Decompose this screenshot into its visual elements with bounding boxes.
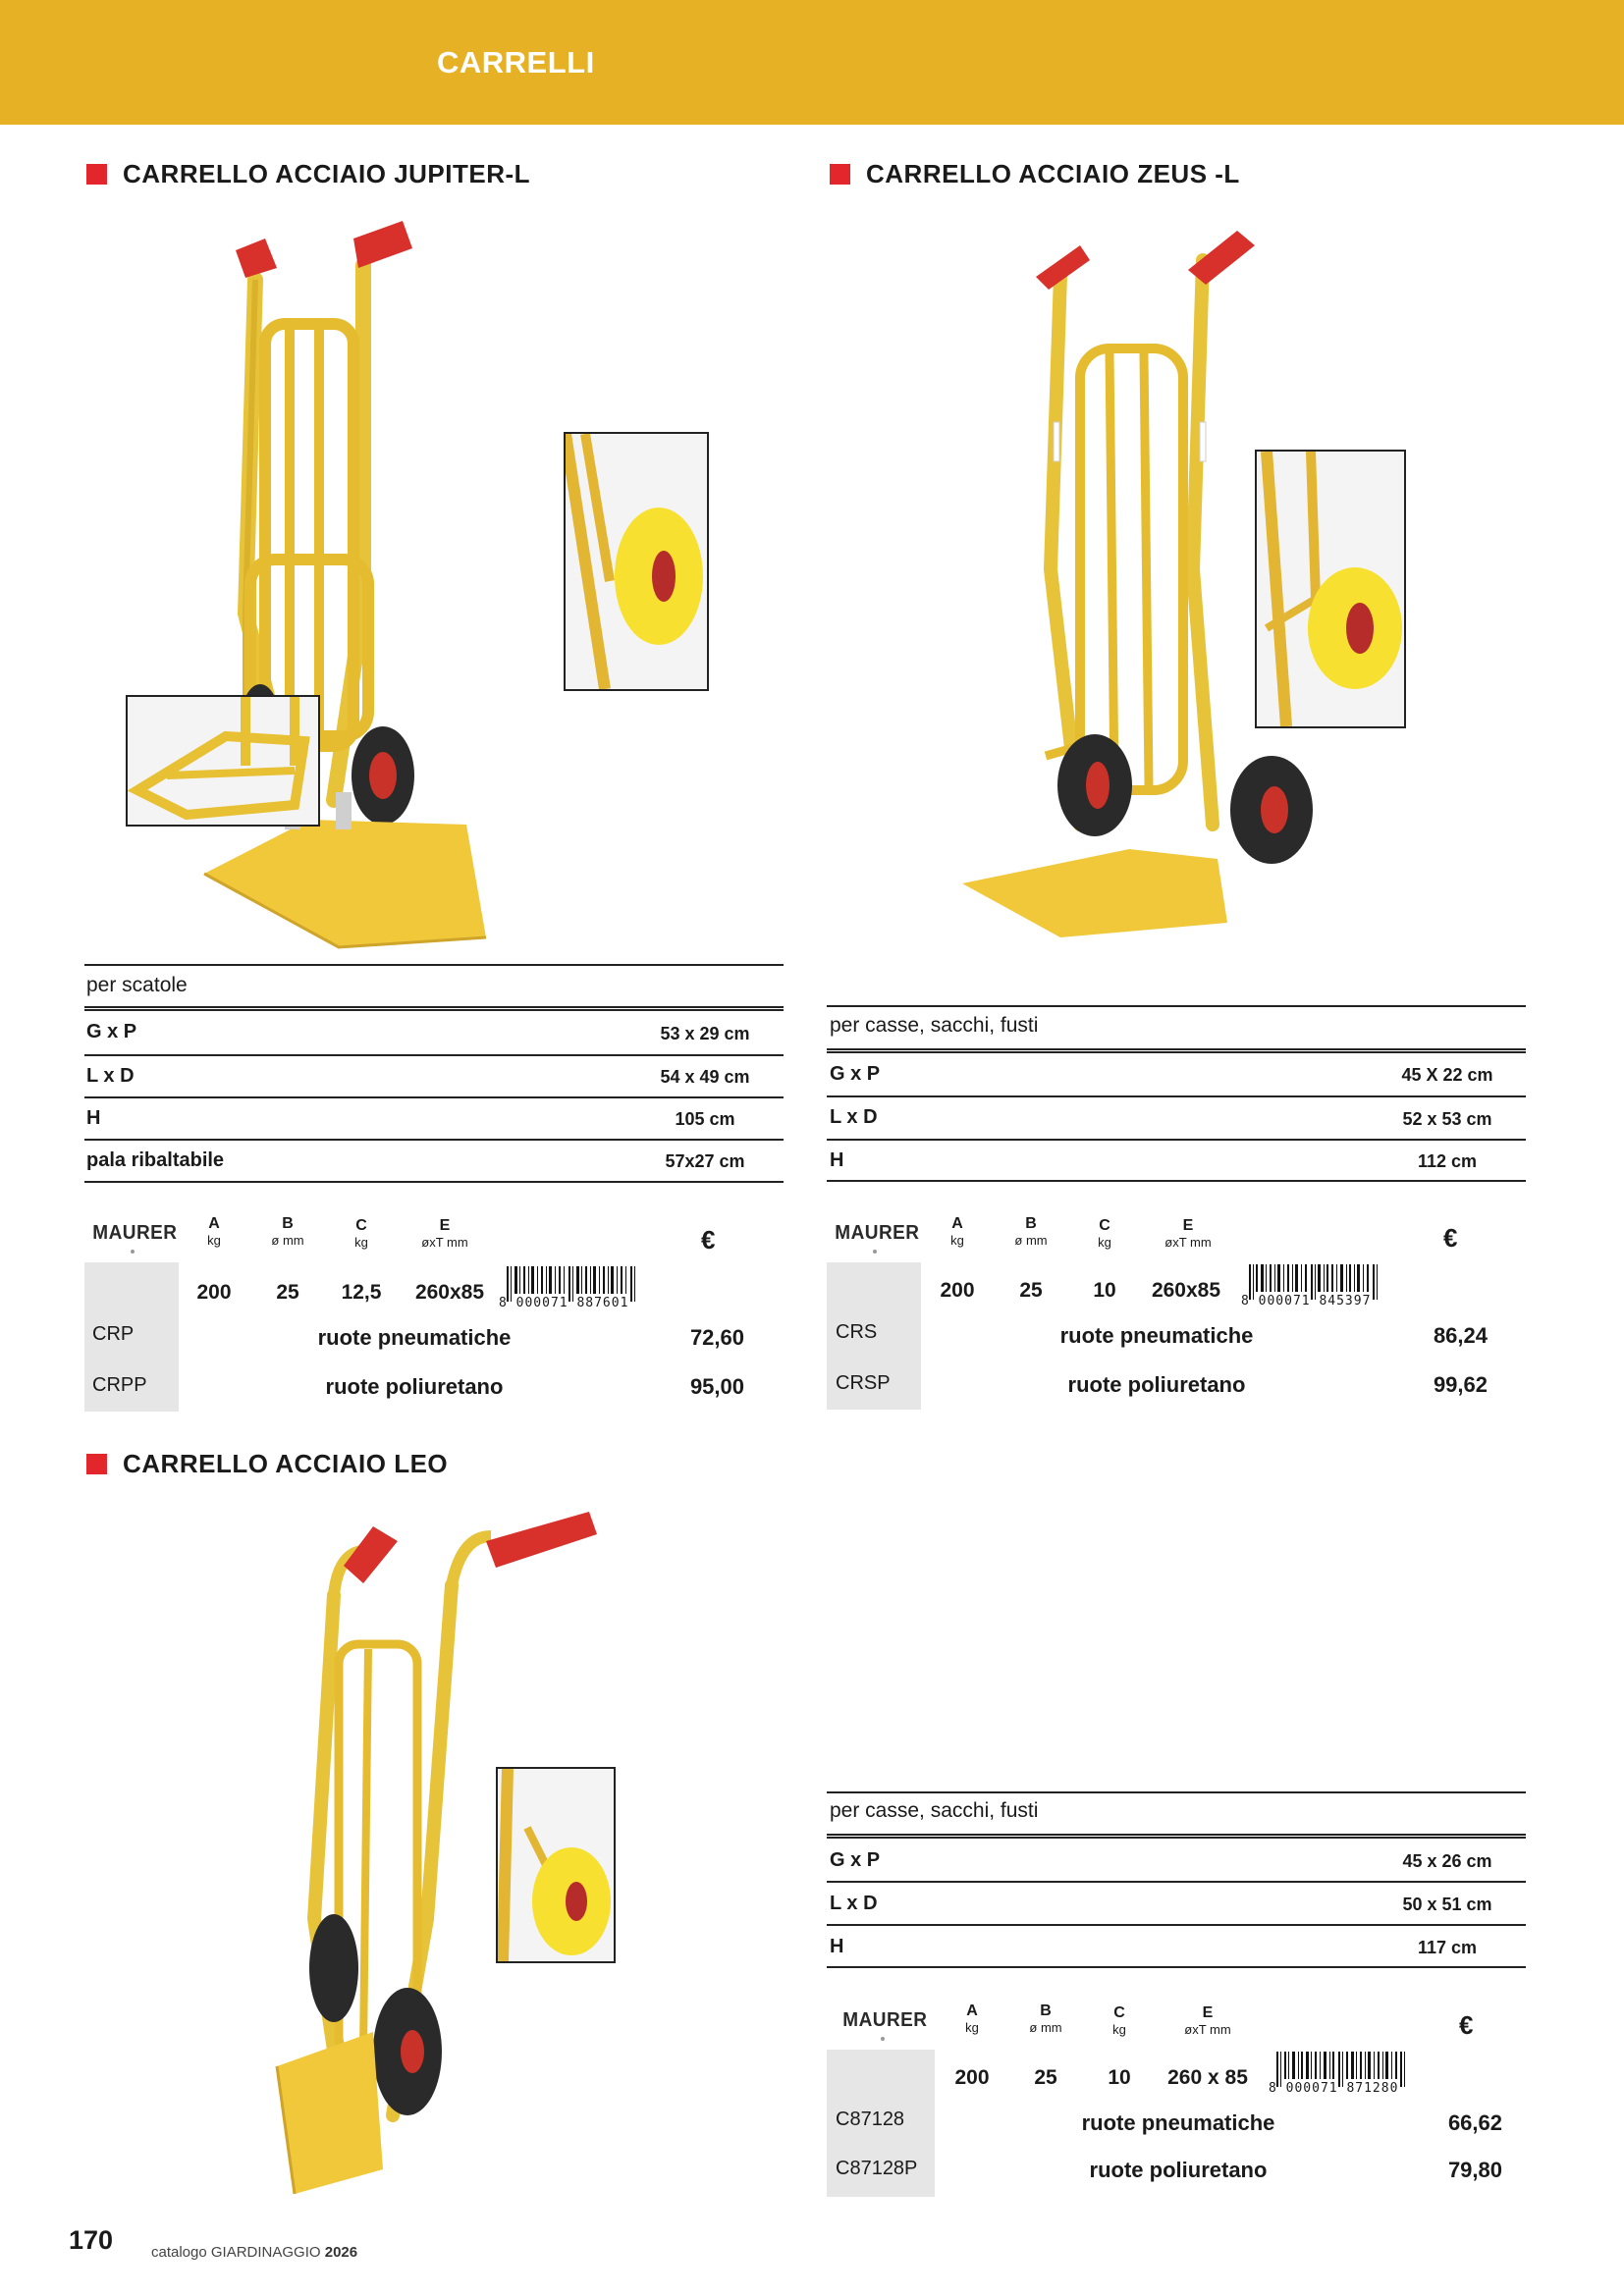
brand-logo-dot: [881, 2037, 885, 2041]
product-code: C87128: [836, 2109, 905, 2130]
column-unit: kg: [354, 1235, 368, 1250]
column-letter: E: [1202, 2004, 1214, 2021]
product-title-text: CARRELLO ACCIAIO JUPITER-L: [123, 159, 531, 188]
rule: [84, 1054, 784, 1056]
column-header-b: [997, 1215, 1065, 1249]
column-unit: kg: [950, 1233, 964, 1248]
spec-value: 117 cm: [1417, 1938, 1478, 1957]
yellow-wheel-icon: [1257, 452, 1404, 726]
product-variant: ruote poliuretano: [325, 1374, 504, 1399]
inset-wheel-photo: [496, 1767, 616, 1963]
column-letter: E: [439, 1217, 451, 1234]
product-variant: ruote poliuretano: [1089, 2158, 1268, 2182]
column-letter: A: [966, 2002, 978, 2019]
product-code: CRPP: [92, 1374, 147, 1396]
spec-value: 52 x 53 cm: [1402, 1109, 1492, 1129]
tilting-nose-icon: [128, 697, 318, 825]
rule: [827, 1924, 1526, 1926]
rule: [84, 1139, 784, 1141]
product-title-text: CARRELLO ACCIAIO LEO: [123, 1449, 449, 1478]
product-code: C87128P: [836, 2158, 918, 2179]
rule: [827, 1139, 1526, 1141]
spec-label: H: [830, 1149, 844, 1171]
brand-logo-dot: [131, 1250, 135, 1254]
rule: [827, 1005, 1526, 1007]
product-variant: ruote pneumatiche: [1059, 1323, 1254, 1348]
column-header-c: [327, 1217, 396, 1251]
column-unit: ø mm: [1014, 1233, 1048, 1248]
rule: [827, 1881, 1526, 1883]
dim-value: 200: [954, 2066, 990, 2089]
brand-logo: MAURER: [835, 1222, 920, 1244]
rule: [827, 1966, 1526, 1968]
rule: [827, 1180, 1526, 1182]
dim-value: 10: [1093, 1279, 1116, 1302]
rule: [827, 1791, 1526, 1793]
column-letter: C: [1113, 2004, 1125, 2021]
column-header-c: [1070, 1217, 1139, 1251]
brand-logo: MAURER: [842, 2009, 928, 2031]
product-code: CRSP: [836, 1372, 891, 1394]
spec-label: H: [86, 1107, 101, 1129]
spec-value: 45 x 26 cm: [1402, 1851, 1492, 1871]
euro-icon: €: [1459, 2010, 1474, 2040]
column-letter: C: [355, 1217, 367, 1234]
use-description: per casse, sacchi, fusti: [830, 1014, 1039, 1037]
column-letter: B: [1040, 2002, 1052, 2019]
spec-label: L x D: [86, 1065, 135, 1087]
column-unit: kg: [1098, 1235, 1111, 1250]
double-rule: [827, 1834, 1526, 1839]
catalog-year: 2026: [324, 2244, 358, 2261]
spec-label: G x P: [830, 1849, 881, 1871]
product-price: 72,60: [689, 1325, 744, 1350]
dim-value: 200: [196, 1281, 232, 1304]
spec-label: G x P: [86, 1021, 137, 1042]
column-header-e: [1154, 1217, 1222, 1251]
column-unit: kg: [1112, 2022, 1126, 2037]
product-variant: ruote poliuretano: [1067, 1372, 1246, 1397]
euro-icon: €: [701, 1225, 716, 1255]
column-letter: A: [208, 1215, 220, 1232]
column-letter: E: [1182, 1217, 1194, 1234]
section-marker-icon: [830, 164, 850, 185]
column-header-a: [180, 1215, 248, 1249]
brand-logo-dot: [873, 1250, 877, 1254]
ean-number: 8 000071 887601: [499, 1296, 629, 1310]
spec-value: 112 cm: [1417, 1151, 1478, 1171]
column-letter: B: [282, 1215, 294, 1232]
yellow-wheel-icon: [566, 434, 707, 689]
product-title-jupiter: [86, 159, 530, 189]
catalog-footer: [151, 2244, 357, 2261]
section-marker-icon: [86, 164, 107, 185]
column-header-b: [253, 1215, 322, 1249]
dim-value: 260x85: [1151, 1279, 1221, 1302]
inset-tilt-nose-photo: [126, 695, 320, 827]
rule: [84, 1096, 784, 1098]
spec-value: 50 x 51 cm: [1402, 1895, 1492, 1914]
product-variant: ruote pneumatiche: [317, 1325, 512, 1350]
product-price: 66,62: [1447, 2110, 1502, 2135]
euro-icon: €: [1443, 1223, 1458, 1253]
page-number: 170: [69, 2225, 114, 2255]
dim-value: 260x85: [414, 1281, 485, 1304]
dim-value: 10: [1108, 2066, 1131, 2089]
spec-label: G x P: [830, 1063, 881, 1085]
column-unit: ø mm: [1029, 2020, 1062, 2035]
product-title-leo: [86, 1449, 448, 1479]
column-header-c: [1085, 2004, 1154, 2038]
dim-value: 12,5: [341, 1281, 382, 1304]
dim-value: 260 x 85: [1167, 2066, 1248, 2089]
column-header-a: [923, 1215, 992, 1249]
column-header-a: [938, 2002, 1006, 2036]
column-letter: B: [1025, 1215, 1037, 1232]
column-unit: ø mm: [271, 1233, 304, 1248]
column-unit: øxT mm: [1184, 2022, 1231, 2037]
product-title-zeus: [830, 159, 1240, 189]
catalog-name: catalogo GIARDINAGGIO: [151, 2244, 321, 2261]
column-header-e: [410, 1217, 479, 1251]
header-band: [0, 0, 1624, 125]
column-unit: øxT mm: [421, 1235, 468, 1250]
column-letter: A: [951, 1215, 963, 1232]
inset-wheel-photo: [564, 432, 709, 691]
page-header-title: CARRELLI: [437, 45, 595, 80]
spec-value: 53 x 29 cm: [660, 1024, 750, 1043]
column-header-e: [1173, 2004, 1242, 2038]
dim-value: 25: [1019, 1279, 1043, 1302]
product-code: CRS: [836, 1321, 878, 1343]
column-unit: kg: [965, 2020, 979, 2035]
product-price: 79,80: [1447, 2158, 1502, 2182]
spec-value: 105 cm: [675, 1109, 735, 1129]
spec-label: H: [830, 1936, 844, 1957]
spec-value: 57x27 cm: [665, 1151, 745, 1171]
spec-label: L x D: [830, 1893, 878, 1914]
column-unit: kg: [207, 1233, 221, 1248]
rule: [84, 1181, 784, 1183]
product-price: 99,62: [1433, 1372, 1488, 1397]
spec-label: L x D: [830, 1106, 878, 1128]
product-price: 95,00: [689, 1374, 744, 1399]
dim-value: 200: [940, 1279, 975, 1302]
product-code: CRP: [92, 1323, 135, 1345]
dim-value: 25: [276, 1281, 299, 1304]
section-marker-icon: [86, 1454, 107, 1474]
dim-value: 25: [1034, 2066, 1057, 2089]
spec-label: pala ribaltabile: [86, 1149, 225, 1171]
double-rule: [84, 1006, 784, 1011]
product-title-text: CARRELLO ACCIAIO ZEUS -L: [866, 159, 1240, 188]
brand-logo: MAURER: [92, 1222, 178, 1244]
product-variant: ruote pneumatiche: [1081, 2110, 1275, 2135]
column-unit: øxT mm: [1164, 1235, 1212, 1250]
yellow-wheel-icon: [498, 1769, 614, 1961]
rule: [84, 964, 784, 966]
spec-value: 45 X 22 cm: [1401, 1065, 1493, 1085]
ean-number: 8 000071 845397: [1241, 1294, 1372, 1308]
inset-wheel-photo: [1255, 450, 1406, 728]
use-description: per casse, sacchi, fusti: [830, 1799, 1039, 1822]
use-description: per scatole: [86, 974, 188, 996]
column-letter: C: [1099, 1217, 1110, 1234]
product-price: 86,24: [1433, 1323, 1488, 1348]
column-header-b: [1011, 2002, 1080, 2036]
spec-value: 54 x 49 cm: [660, 1067, 750, 1087]
rule: [827, 1095, 1526, 1097]
double-rule: [827, 1048, 1526, 1053]
ean-number: 8 000071 871280: [1269, 2081, 1399, 2096]
